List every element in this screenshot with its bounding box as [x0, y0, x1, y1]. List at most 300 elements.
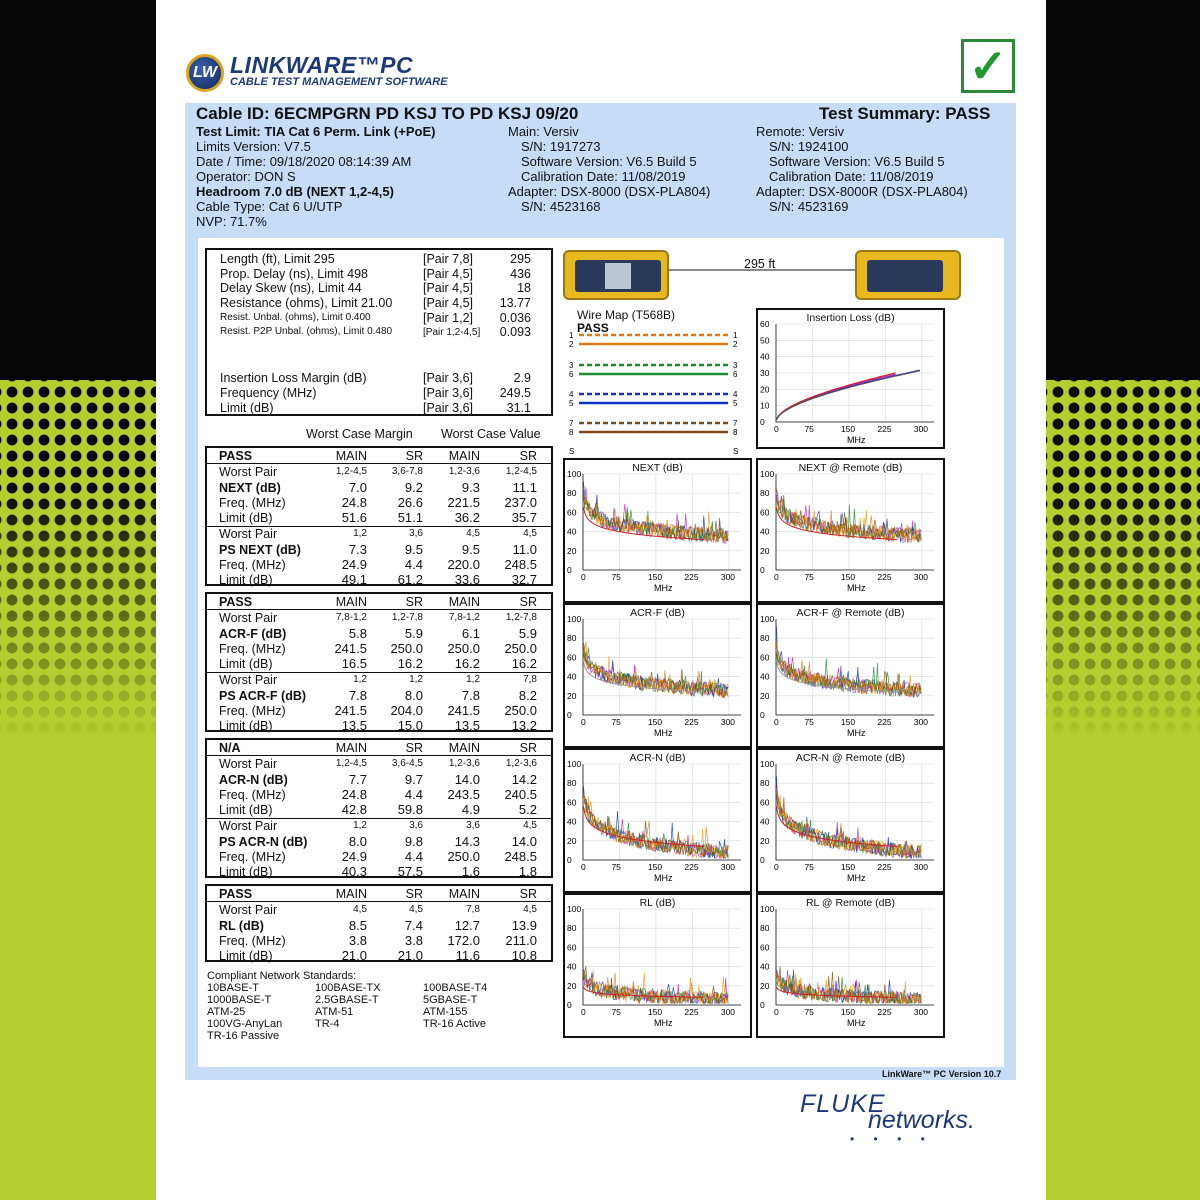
chart-title: NEXT @ Remote (dB)	[798, 462, 903, 474]
chart-title: ACR-N (dB)	[629, 752, 686, 764]
x-tick-label: 300	[720, 572, 736, 582]
cell-value: 248.5	[504, 557, 537, 572]
wire-pin-label: 5	[733, 399, 738, 408]
cell-value: 49.1	[341, 572, 367, 587]
cell-value: 14.0	[511, 834, 537, 849]
chart-plot	[758, 750, 943, 891]
cell-value: 14.3	[454, 834, 480, 849]
metric-name: RL (dB)	[219, 919, 264, 933]
header-main-line: Adapter: DSX-8000 (DSX-PLA804)	[508, 184, 711, 199]
y-tick-label: 40	[567, 526, 577, 537]
section-col-header: MAIN	[448, 449, 480, 463]
summary-pair: [Pair 1,2]	[423, 311, 474, 325]
chart-plot	[565, 605, 750, 746]
y-tick-label: 20	[760, 690, 770, 701]
x-tick-label: 300	[913, 1007, 929, 1017]
y-tick-label: 40	[567, 816, 577, 827]
cell-value: 51.1	[397, 510, 423, 525]
limit-label: Limit (dB)	[219, 573, 273, 587]
cell-value: 9.5	[461, 542, 480, 557]
x-tick-label: 150	[647, 572, 663, 582]
y-tick-label: 0	[567, 855, 572, 865]
worst-pair-value: 1,2-7,8	[505, 612, 537, 623]
worst-pair-value: 4,5	[409, 904, 423, 915]
wire-pin-label: 4	[733, 390, 738, 399]
y-tick-label: 0	[760, 710, 765, 720]
chart-il	[756, 308, 945, 449]
section-col-header: MAIN	[448, 595, 480, 609]
summary-pair: [Pair 3,6]	[423, 401, 474, 415]
x-tick-label: 75	[611, 717, 621, 727]
x-tick-label: 75	[804, 1007, 814, 1017]
footer-version: LinkWare™ PC Version 10.7	[882, 1069, 1002, 1079]
y-tick-label: 80	[567, 778, 577, 789]
section-col-header: SR	[519, 741, 537, 755]
results-section	[205, 446, 553, 586]
cell-value: 7.3	[348, 542, 367, 557]
x-tick-label: 225	[877, 572, 892, 582]
section-header-divider	[207, 463, 551, 464]
header-main-line: Main: Versiv	[508, 124, 579, 139]
x-tick-label: 225	[877, 717, 892, 727]
chart-acrn	[756, 748, 945, 893]
worst-pair-value: 1,2-3,6	[448, 758, 480, 769]
x-tick-label: 300	[720, 862, 736, 872]
header-left-line: Test Limit: TIA Cat 6 Perm. Link (+PoE)	[196, 124, 436, 139]
y-tick-label: 80	[760, 633, 770, 644]
worst-pair-value: 4,5	[523, 904, 537, 915]
y-tick-label: 80	[567, 633, 577, 644]
section-col-header: SR	[405, 887, 423, 901]
y-tick-label: 100	[567, 614, 582, 624]
y-tick-label: 80	[760, 488, 770, 499]
metric-name: NEXT (dB)	[219, 481, 281, 495]
summary-label: Length (ft), Limit 295	[220, 252, 335, 266]
cell-value: 172.0	[447, 933, 480, 948]
results-section	[205, 738, 553, 878]
x-tick-label: 150	[840, 424, 856, 434]
chart-acrf	[756, 603, 945, 748]
x-tick-label: 150	[647, 862, 663, 872]
limit-label: Limit (dB)	[219, 511, 273, 525]
metric-name: PS ACR-F (dB)	[219, 689, 307, 703]
worst-pair-value: 3,6-4,5	[391, 758, 423, 769]
worst-pair-value: 4,5	[523, 820, 537, 831]
chart-plot	[565, 895, 750, 1036]
y-tick-label: 60	[760, 319, 770, 329]
x-tick-label: 300	[913, 717, 929, 727]
standard-item: ATM-51	[315, 1006, 354, 1018]
summary-label: Limit (dB)	[220, 401, 274, 415]
x-tick-label: 0	[581, 717, 586, 727]
cell-value: 13.5	[341, 718, 367, 733]
y-tick-label: 20	[760, 835, 770, 846]
cell-value: 51.6	[341, 510, 367, 525]
x-tick-label: 225	[877, 1007, 892, 1017]
cell-value: 243.5	[447, 787, 480, 802]
cell-value: 59.8	[397, 802, 423, 817]
x-tick-label: 0	[774, 424, 779, 434]
worst-pair-value: 3,6	[466, 820, 480, 831]
il-series-line	[777, 371, 920, 420]
section-col-header: SR	[519, 887, 537, 901]
cell-value: 16.2	[454, 656, 480, 671]
cell-value: 250.0	[504, 703, 537, 718]
y-tick-label: 0	[567, 1000, 572, 1010]
y-tick-label: 20	[760, 980, 770, 991]
y-tick-label: 30	[760, 368, 770, 378]
x-axis-label: MHz	[654, 1018, 673, 1028]
y-tick-label: 40	[567, 961, 577, 972]
freq-label: Freq. (MHz)	[219, 496, 286, 510]
worst-pair-value: 3,6	[409, 528, 423, 539]
results-section	[205, 592, 553, 732]
x-tick-label: 300	[720, 717, 736, 727]
header-remote-line: Software Version: V6.5 Build 5	[769, 154, 945, 169]
standard-item: ATM-155	[423, 1006, 468, 1018]
summary-label: Insertion Loss Margin (dB)	[220, 371, 367, 385]
cell-value: 4.9	[461, 802, 480, 817]
worst-pair-value: 1,2-3,6	[505, 758, 537, 769]
cell-value: 4.4	[404, 849, 423, 864]
y-tick-label: 100	[567, 759, 582, 769]
cell-value: 13.5	[454, 718, 480, 733]
chart-title: ACR-F (dB)	[630, 607, 685, 619]
cable-id: Cable ID: 6ECMPGRN PD KSJ TO PD KSJ 09/20	[196, 104, 579, 123]
cell-value: 35.7	[511, 510, 537, 525]
x-tick-label: 225	[877, 862, 892, 872]
remote-tester-icon	[855, 250, 961, 300]
worst-pair-value: 7,8-1,2	[335, 612, 367, 623]
chart-plot	[758, 605, 943, 746]
section-header-divider	[207, 901, 551, 902]
x-tick-label: 75	[804, 572, 814, 582]
cell-value: 9.2	[404, 480, 423, 495]
y-tick-label: 40	[760, 816, 770, 827]
il-series-line	[777, 370, 920, 419]
worst-case-margin-header: Worst Case Margin	[306, 427, 413, 441]
y-tick-label: 20	[567, 835, 577, 846]
header-left-line: Limits Version: V7.5	[196, 139, 311, 154]
wire-map-title: Wire Map (T568B)	[577, 308, 676, 322]
length-line	[669, 264, 855, 276]
header-remote-line: S/N: 4523169	[769, 199, 849, 214]
section-status: PASS	[219, 449, 253, 463]
x-tick-label: 225	[684, 717, 699, 727]
chart-rl	[756, 893, 945, 1038]
wire-pin-label: 6	[569, 370, 574, 379]
x-tick-label: 0	[774, 717, 779, 727]
cell-value: 7.0	[348, 480, 367, 495]
summary-value: 31.1	[506, 401, 531, 415]
x-tick-label: 150	[647, 1007, 663, 1017]
cell-value: 16.2	[397, 656, 423, 671]
x-tick-label: 75	[804, 862, 814, 872]
worst-pair-value: 1,2-3,6	[448, 466, 480, 477]
chart-acrf	[563, 603, 752, 748]
wire-pin-label: 7	[569, 419, 574, 428]
x-tick-label: 225	[684, 862, 699, 872]
section-col-header: MAIN	[335, 887, 367, 901]
summary-label: Resist. P2P Unbal. (ohms), Limit 0.480	[220, 326, 393, 337]
x-tick-label: 150	[840, 862, 856, 872]
y-tick-label: 40	[567, 671, 577, 682]
section-col-header: SR	[519, 595, 537, 609]
chart-plot	[758, 460, 943, 601]
y-tick-label: 20	[567, 690, 577, 701]
section-col-header: MAIN	[335, 741, 367, 755]
header-left-line: NVP: 71.7%	[196, 214, 267, 229]
il-series-line	[777, 374, 896, 419]
y-tick-label: 80	[760, 923, 770, 934]
section-col-header: MAIN	[335, 595, 367, 609]
x-tick-label: 300	[720, 1007, 736, 1017]
metric-name: ACR-N (dB)	[219, 773, 288, 787]
wire-map-status: PASS	[577, 321, 609, 335]
header-main-line: S/N: 4523168	[521, 199, 601, 214]
x-axis-label: MHz	[847, 873, 866, 883]
summary-label: Resistance (ohms), Limit 21.00	[220, 296, 393, 310]
summary-value: 18	[517, 281, 531, 295]
metric-name: PS ACR-N (dB)	[219, 835, 308, 849]
worst-pair-value: 1,2-4,5	[335, 758, 367, 769]
y-tick-label: 60	[567, 507, 577, 518]
x-axis-label: MHz	[847, 728, 866, 738]
y-tick-label: 50	[760, 335, 770, 346]
cell-value: 241.5	[447, 703, 480, 718]
summary-pair: [Pair 3,6]	[423, 371, 474, 385]
cell-value: 15.0	[397, 718, 423, 733]
cell-value: 7.8	[461, 688, 480, 703]
y-tick-label: 0	[760, 855, 765, 865]
standard-item: TR-4	[315, 1018, 340, 1030]
cell-value: 4.4	[404, 557, 423, 572]
cell-value: 248.5	[504, 849, 537, 864]
summary-value: 0.036	[499, 311, 531, 325]
summary-value: 249.5	[499, 386, 531, 400]
cell-value: 8.5	[348, 918, 367, 933]
x-axis-label: MHz	[654, 583, 673, 593]
cell-value: 14.2	[511, 772, 537, 787]
x-tick-label: 75	[804, 717, 814, 727]
x-tick-label: 150	[840, 572, 856, 582]
summary-pair: [Pair 4,5]	[423, 296, 474, 310]
y-tick-label: 40	[760, 671, 770, 682]
wire-map-lines	[563, 305, 751, 455]
worst-pair-label: Worst Pair	[219, 465, 278, 479]
chart-plot	[565, 750, 750, 891]
cell-value: 11.0	[512, 542, 537, 557]
cell-value: 250.0	[390, 641, 423, 656]
worst-pair-value: 1,2	[353, 674, 367, 685]
cell-value: 9.8	[404, 834, 423, 849]
x-tick-label: 150	[840, 1007, 856, 1017]
cell-value: 61.2	[397, 572, 423, 587]
cell-value: 8.2	[518, 688, 537, 703]
cell-value: 42.8	[341, 802, 367, 817]
worst-pair-label: Worst Pair	[219, 819, 278, 833]
worst-pair-value: 1,2	[409, 674, 423, 685]
cell-value: 9.7	[404, 772, 423, 787]
y-tick-label: 20	[760, 545, 770, 556]
cell-value: 21.0	[341, 948, 367, 963]
x-tick-label: 300	[913, 424, 929, 434]
section-status: PASS	[219, 595, 253, 609]
wire-pin-label: 7	[733, 419, 738, 428]
cell-value: 250.0	[447, 641, 480, 656]
limit-label: Limit (dB)	[219, 719, 273, 733]
header-main-line: S/N: 1917273	[521, 139, 601, 154]
y-tick-label: 20	[567, 545, 577, 556]
y-tick-label: 100	[760, 759, 775, 769]
y-tick-label: 60	[567, 652, 577, 663]
y-tick-label: 0	[567, 710, 572, 720]
wire-pin-label: 8	[569, 428, 574, 437]
chart-title: RL @ Remote (dB)	[805, 897, 896, 909]
chart-acrn	[563, 748, 752, 893]
section-header-divider	[207, 755, 551, 756]
test-summary: Test Summary: PASS	[819, 104, 991, 123]
section-col-header: MAIN	[448, 887, 480, 901]
cell-value: 7.8	[348, 688, 367, 703]
results-section	[205, 884, 553, 962]
y-tick-label: 100	[760, 469, 775, 479]
section-col-header: MAIN	[448, 741, 480, 755]
header-left-line: Operator: DON S	[196, 169, 296, 184]
x-axis-label: MHz	[847, 1018, 866, 1028]
chart-next	[756, 458, 945, 603]
wire-pin-label: 1	[733, 331, 738, 340]
wire-pin-label: 6	[733, 370, 738, 379]
summary-value: 436	[510, 267, 531, 281]
cell-value: 21.0	[397, 948, 423, 963]
x-tick-label: 75	[804, 424, 814, 434]
wire-shield-label: S	[733, 447, 739, 455]
x-tick-label: 0	[774, 1007, 779, 1017]
worst-pair-value: 3,6-7,8	[391, 466, 423, 477]
linkware-logo: LW	[186, 54, 224, 92]
cell-value: 5.9	[518, 626, 537, 641]
chart-plot	[758, 310, 943, 447]
x-tick-label: 75	[611, 572, 621, 582]
standard-item: 100BASE-T4	[423, 982, 488, 994]
cell-value: 13.2	[511, 718, 537, 733]
wire-shield-label: S	[569, 447, 575, 455]
cell-value: 4.4	[404, 787, 423, 802]
x-tick-label: 0	[774, 572, 779, 582]
main-tester-icon	[563, 250, 669, 300]
x-tick-label: 225	[684, 1007, 699, 1017]
cell-value: 204.0	[390, 703, 423, 718]
standard-item: 2.5GBASE-T	[315, 994, 379, 1006]
summary-label: Frequency (MHz)	[220, 386, 317, 400]
cell-value: 1.8	[518, 864, 537, 879]
worst-pair-label: Worst Pair	[219, 673, 278, 687]
x-tick-label: 150	[647, 717, 663, 727]
x-tick-label: 0	[581, 862, 586, 872]
chart-title: NEXT (dB)	[632, 462, 683, 474]
worst-pair-label: Worst Pair	[219, 527, 278, 541]
chart-next	[563, 458, 752, 603]
cell-value: 221.5	[447, 495, 480, 510]
cell-value: 6.1	[461, 626, 480, 641]
cell-value: 241.5	[334, 641, 367, 656]
freq-label: Freq. (MHz)	[219, 642, 286, 656]
freq-label: Freq. (MHz)	[219, 934, 286, 948]
cell-value: 10.8	[511, 948, 537, 963]
y-tick-label: 100	[760, 904, 775, 914]
cell-value: 57.5	[397, 864, 423, 879]
limit-label: Limit (dB)	[219, 949, 273, 963]
y-tick-label: 20	[760, 384, 770, 395]
cell-value: 8.0	[404, 688, 423, 703]
header-remote-line: Remote: Versiv	[756, 124, 845, 139]
standard-item: ATM-25	[207, 1006, 246, 1018]
pass-check-icon: ✓	[961, 39, 1015, 93]
cell-value: 3.8	[404, 933, 423, 948]
x-axis-label: MHz	[847, 435, 866, 445]
length-label: 295 ft	[744, 257, 776, 271]
header-remote-line: Adapter: DSX-8000R (DSX-PLA804)	[756, 184, 968, 199]
wire-pin-label: 3	[733, 361, 738, 370]
standard-item: TR-16 Active	[423, 1018, 486, 1030]
standard-item: 10BASE-T	[207, 982, 259, 994]
cell-value: 11.1	[512, 480, 537, 495]
x-tick-label: 300	[913, 572, 929, 582]
freq-label: Freq. (MHz)	[219, 558, 286, 572]
standard-item: 5GBASE-T	[423, 994, 478, 1006]
chart-title: ACR-F @ Remote (dB)	[796, 607, 905, 619]
section-col-header: MAIN	[335, 449, 367, 463]
cell-value: 250.0	[447, 849, 480, 864]
x-tick-label: 150	[840, 717, 856, 727]
cell-value: 240.5	[504, 787, 537, 802]
x-tick-label: 225	[684, 572, 699, 582]
freq-label: Freq. (MHz)	[219, 850, 286, 864]
cell-value: 24.9	[341, 849, 367, 864]
chart-rl	[563, 893, 752, 1038]
y-tick-label: 0	[760, 417, 765, 427]
cell-value: 237.0	[504, 495, 537, 510]
summary-pair: [Pair 1,2-4,5]	[423, 327, 481, 338]
header-main-line: Calibration Date: 11/08/2019	[521, 169, 686, 184]
cell-value: 7.7	[348, 772, 367, 787]
y-tick-label: 80	[760, 778, 770, 789]
worst-pair-label: Worst Pair	[219, 757, 278, 771]
metric-name: PS NEXT (dB)	[219, 543, 301, 557]
wire-pin-label: 4	[569, 390, 574, 399]
standard-item: 100VG-AnyLan	[207, 1018, 283, 1030]
y-tick-label: 60	[760, 652, 770, 663]
header-left-line: Headroom 7.0 dB (NEXT 1,2-4,5)	[196, 184, 394, 199]
chart-plot	[565, 460, 750, 601]
cell-value: 241.5	[334, 703, 367, 718]
x-axis-label: MHz	[654, 728, 673, 738]
app-subtitle: CABLE TEST MANAGEMENT SOFTWARE	[230, 76, 448, 88]
summary-value: 0.093	[499, 325, 531, 339]
worst-pair-value: 1,2-4,5	[335, 466, 367, 477]
wire-pin-label: 5	[569, 399, 574, 408]
y-tick-label: 80	[567, 488, 577, 499]
fluke-logo: FLUKE	[800, 1090, 886, 1118]
cell-value: 9.5	[404, 542, 423, 557]
networks-logo: networks.	[868, 1106, 975, 1134]
summary-label: Prop. Delay (ns), Limit 498	[220, 267, 368, 281]
cell-value: 7.4	[404, 918, 423, 933]
y-tick-label: 10	[760, 400, 770, 411]
cell-value: 11.6	[455, 948, 480, 963]
cell-value: 250.0	[504, 641, 537, 656]
